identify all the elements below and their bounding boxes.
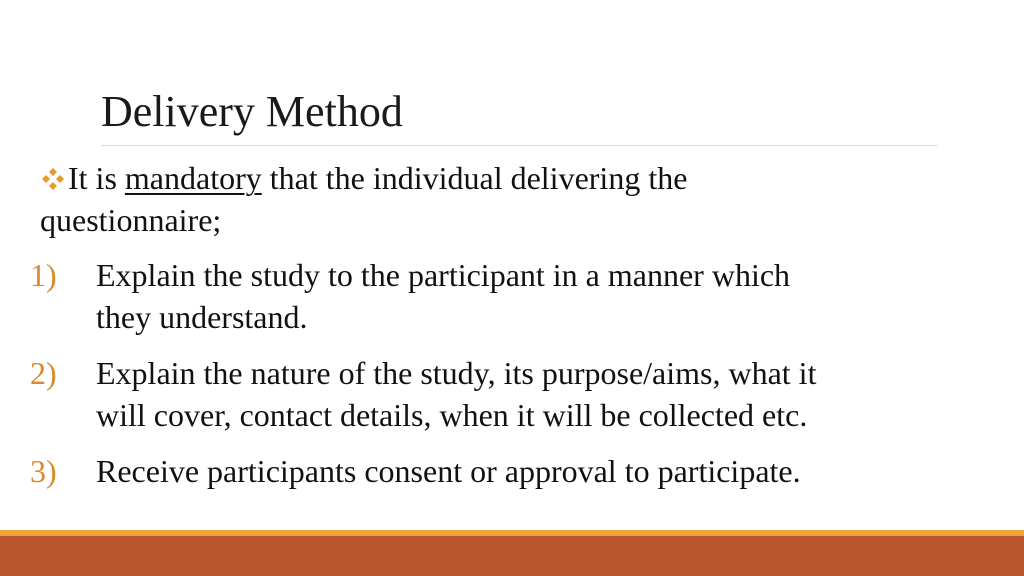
list-item <box>30 254 980 338</box>
footer-bar <box>0 536 1024 576</box>
intro-emphasis: mandatory <box>124 160 262 196</box>
four-diamond-bullet-icon <box>40 166 66 192</box>
list-item-number: 3) <box>30 453 57 489</box>
list-item-number: 1) <box>30 257 57 293</box>
list-item-text-line1: Explain the nature of the study, its purpose/aims, what it <box>96 355 817 391</box>
list-item <box>30 352 980 436</box>
list-item-number: 2) <box>30 355 57 391</box>
list-item-text-line2: they understand. <box>96 299 308 335</box>
list-item-text-line1: Receive participants consent or approval to participate. <box>96 453 801 489</box>
intro-paragraph <box>40 157 940 241</box>
title-divider <box>101 145 937 146</box>
list-item-text-line2: will cover, contact details, when it will be collected etc. <box>96 397 808 433</box>
slide-title: Delivery Method <box>101 87 403 136</box>
list-item <box>30 450 980 492</box>
list-item-text-line1: Explain the study to the participant in a manner which <box>96 257 791 293</box>
intro-text-line2: questionnaire; <box>40 202 222 238</box>
numbered-list <box>30 254 980 506</box>
intro-text-after: that the individual delivering the <box>261 160 688 196</box>
intro-text-before: It is <box>68 160 125 196</box>
